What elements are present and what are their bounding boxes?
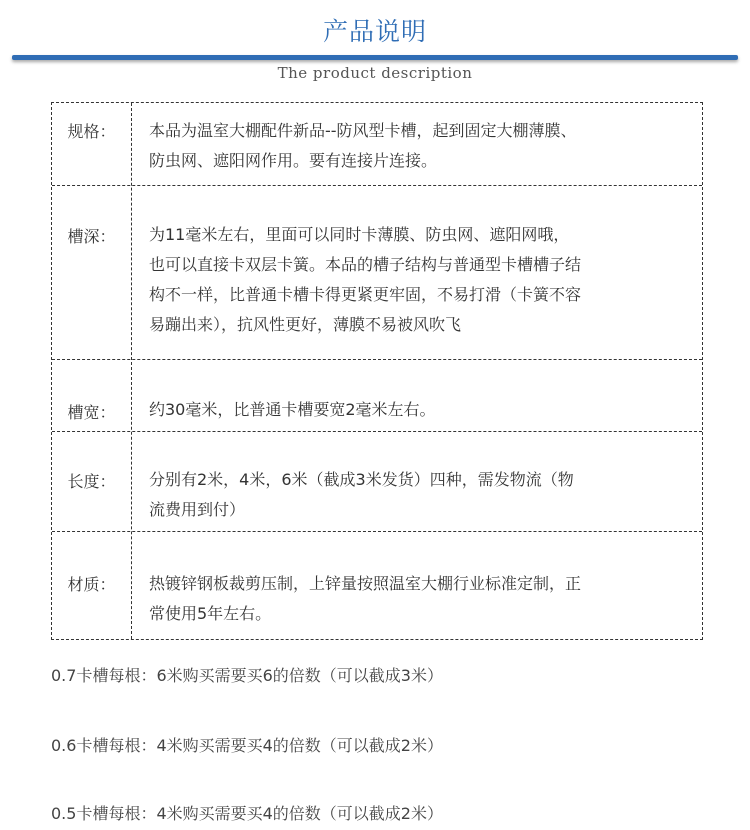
spec-label: 长度： — [67, 472, 116, 491]
purchase-note: 0.6卡槽每根：4米购买需要买4的倍数（可以截成2米） — [51, 736, 443, 755]
spec-value — [149, 220, 689, 340]
spec-value — [149, 569, 689, 629]
spec-value — [149, 395, 689, 425]
spec-line: 也可以直接卡双层卡簧。本品的槽子结构与普通型卡槽槽子结 — [149, 255, 582, 274]
spec-row-material — [52, 531, 702, 641]
page-subtitle: The product description — [277, 64, 473, 82]
page-title: 产品说明 — [322, 17, 427, 46]
spec-row-length — [52, 431, 702, 531]
spec-line: 分别有2米，4米，6米（截成3米发货）四种，需发物流（物 — [149, 470, 574, 489]
spec-line: 本品为温室大棚配件新品--防风型卡槽，起到固定大棚薄膜、 — [149, 121, 577, 140]
spec-row-specification — [52, 103, 702, 185]
spec-line: 易蹦出来），抗风性更好，薄膜不易被风吹飞 — [149, 315, 462, 334]
spec-label: 材质： — [67, 575, 116, 594]
spec-line: 常使用5年左右。 — [149, 604, 272, 623]
spec-line: 流费用到付） — [149, 500, 246, 519]
spec-row-groove-width — [52, 359, 702, 431]
spec-label: 槽宽： — [67, 403, 116, 422]
spec-label: 规格： — [67, 122, 116, 141]
spec-value — [149, 116, 689, 176]
spec-row-groove-depth — [52, 185, 702, 359]
title-divider — [12, 55, 738, 60]
spec-line: 约30毫米，比普通卡槽要宽2毫米左右。 — [149, 400, 436, 419]
spec-value — [149, 465, 689, 525]
purchase-note: 0.5卡槽每根：4米购买需要买4的倍数（可以截成2米） — [51, 804, 443, 823]
spec-table — [51, 102, 703, 640]
spec-line: 构不一样，比普通卡槽卡得更紧更牢固，不易打滑（卡簧不容 — [149, 285, 582, 304]
spec-line: 热镀锌钢板裁剪压制，上锌量按照温室大棚行业标准定制，正 — [149, 574, 582, 593]
spec-label: 槽深： — [67, 227, 116, 246]
spec-line: 为11毫米左右，里面可以同时卡薄膜、防虫网、遮阳网哦， — [149, 225, 570, 244]
spec-line: 防虫网、遮阳网作用。要有连接片连接。 — [149, 151, 438, 170]
purchase-note: 0.7卡槽每根：6米购买需要买6的倍数（可以截成3米） — [51, 666, 443, 685]
